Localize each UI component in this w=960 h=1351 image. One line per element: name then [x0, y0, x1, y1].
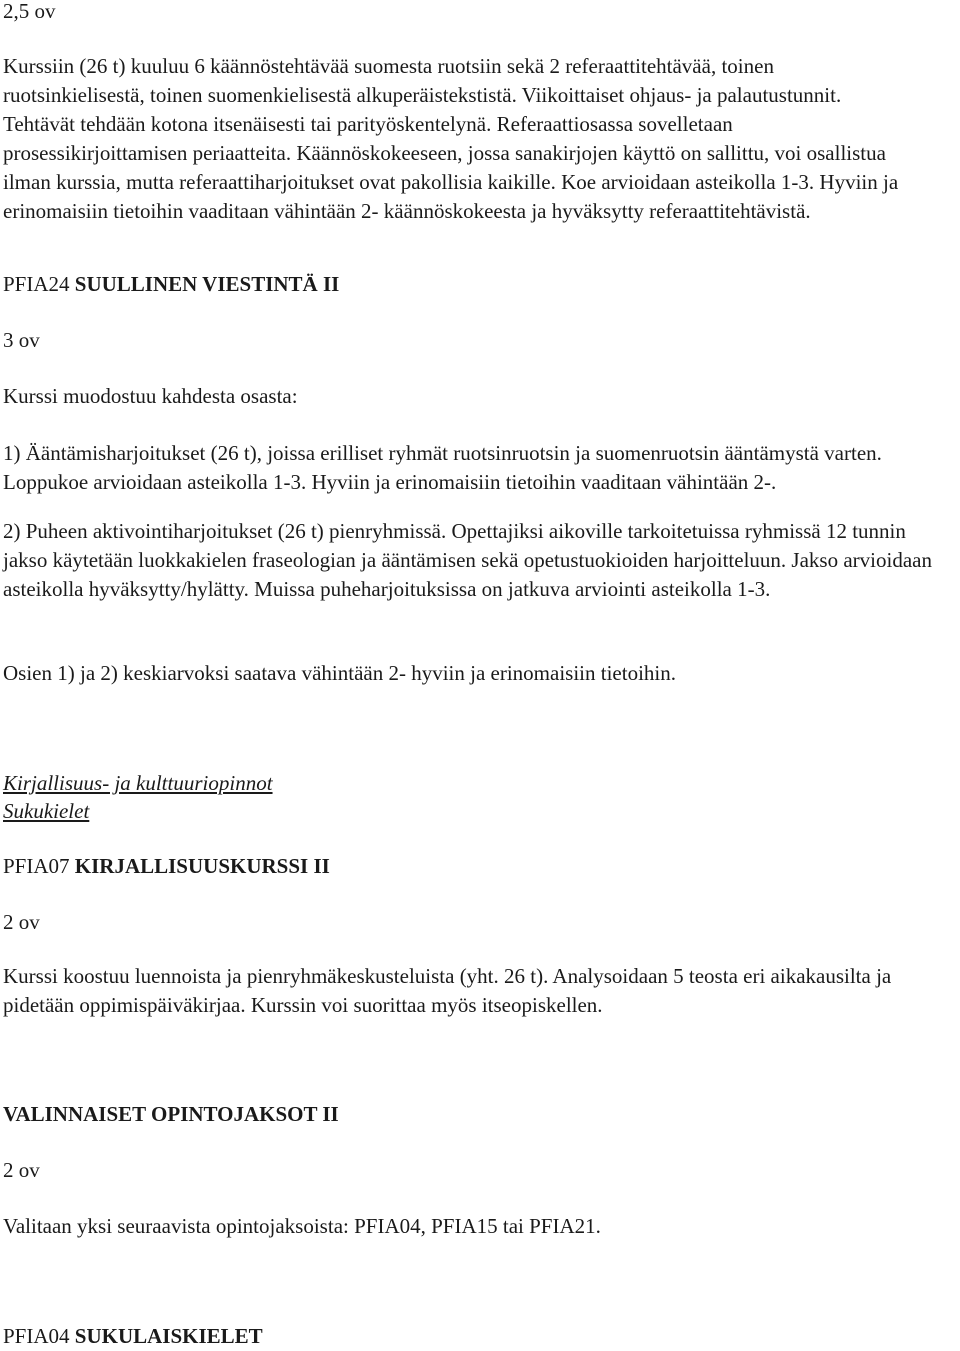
credits-line: 3 ov	[3, 328, 40, 352]
section-heading: Kirjallisuus- ja kulttuuriopinnot	[3, 771, 273, 795]
credits-line: 2 ov	[3, 1158, 40, 1182]
section-subheading: Sukukielet	[3, 799, 90, 823]
course-title	[3, 270, 339, 299]
course-title	[3, 1322, 263, 1351]
course-description: Kurssi muodostuu kahdesta osasta:	[3, 384, 298, 408]
course-code: PFIA07	[3, 854, 70, 878]
course-name: SUULLINEN VIESTINTÄ II	[74, 272, 340, 296]
course-description: Kurssi koostuu luennoista ja pienryhmäkeskusteluista (yht. 26 t). Analysoidaan 5 teosta eri aikakausilta ja pidetään oppimispäiväkirjaa. Kurssin voi suorittaa myös itseopiskellen.	[3, 964, 892, 1017]
course-title	[3, 852, 330, 881]
course-code: PFIA04	[3, 1324, 70, 1348]
course-description: Valitaan yksi seuraavista opintojaksoista: PFIA04, PFIA15 tai PFIA21.	[3, 1214, 601, 1238]
credits-line: 2 ov	[3, 910, 40, 934]
course-description: Osien 1) ja 2) keskiarvoksi saatava vähintään 2- hyviin ja erinomaisiin tietoihin.	[3, 661, 676, 685]
course-description: Kurssiin (26 t) kuuluu 6 käännöstehtävää suomesta ruotsiin sekä 2 referaattitehtävää, toinen ruotsinkielisestä, toinen suomenkielisestä alkuperäistekstistä. Viikoittaiset ohjaus- ja palautustunnit. Tehtävät tehdään kotona itsenäisesti tai parityöskentelynä. Referaattiosassa sovelletaan prosessikirjoittamisen periaatteita. Käännöskokeeseen, jossa sanakirjojen käyttö on sallittu, voi osallistua ilman kurssia, mutta referaattiharjoitukset ovat pakollisia kaikille. Koe arvioidaan asteikolla 1-3. Hyviin ja erinomaisiin tietoihin vaaditaan vähintään 2- käännöskokeesta ja hyväksytty referaattitehtävistä.	[3, 54, 899, 223]
course-name: KIRJALLISUUSKURSSI II	[74, 854, 330, 878]
credits-line: 2,5 ov	[3, 0, 56, 23]
course-description: 1) Ääntämisharjoitukset (26 t), joissa erilliset ryhmät ruotsinruotsin ja suomenruotsin ääntämystä varten. Loppukoe arvioidaan asteikolla 1-3. Hyviin ja erinomaisiin tietoihin vaaditaan vähintään 2-.	[3, 441, 882, 494]
course-title: VALINNAISET OPINTOJAKSOT II	[3, 1102, 339, 1126]
course-name: SUKULAISKIELET	[74, 1324, 263, 1348]
course-code: PFIA24	[3, 272, 70, 296]
course-description: 2) Puheen aktivointiharjoitukset (26 t) pienryhmissä. Opettajiksi aikoville tarkoitetuissa ryhmissä 12 tunnin jakso käytetään luokkakielen fraseologian ja ääntämisen sekä opetustuokioiden harjoitteluun. Jakso arvioidaan asteikolla hyväksytty/hylätty. Muissa puheharjoituksissa on jatkuva arviointi asteikolla 1-3.	[3, 519, 932, 601]
